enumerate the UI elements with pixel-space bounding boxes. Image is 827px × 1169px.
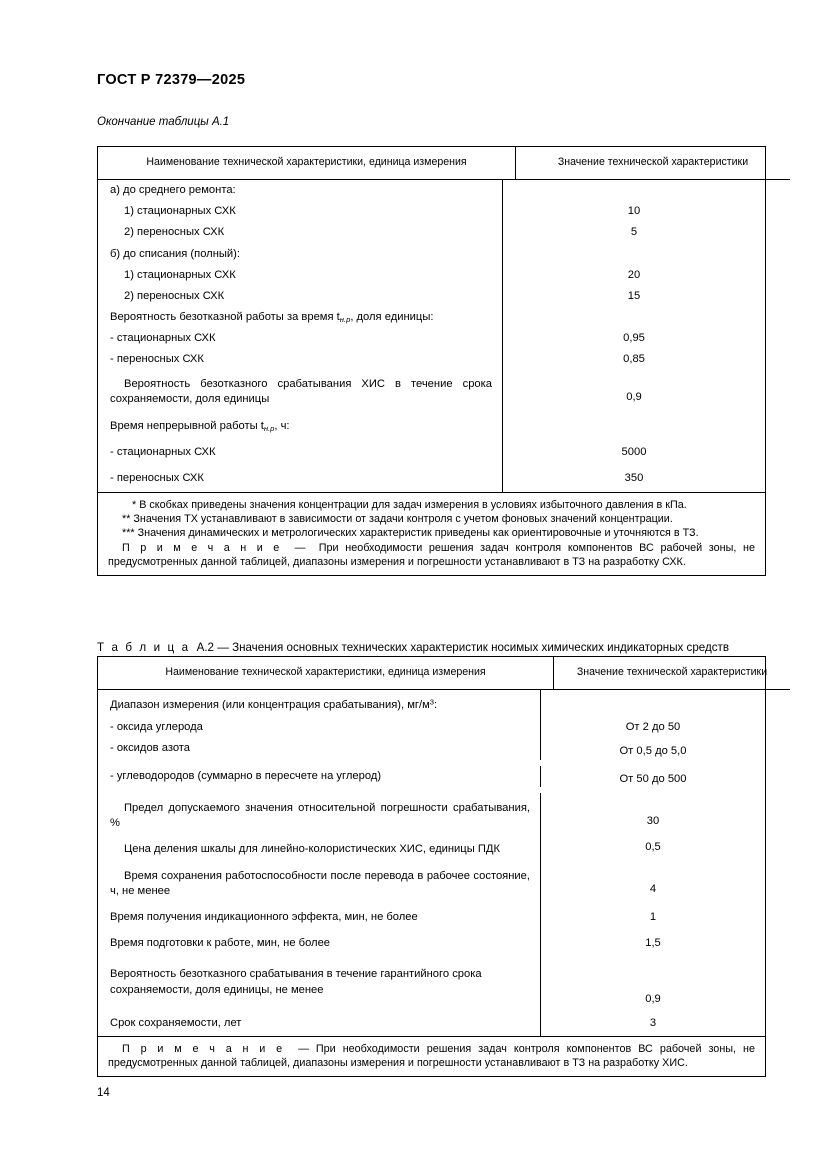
row-value: 30 [646, 814, 660, 827]
row-label: б) до списания (полный): [98, 244, 503, 265]
subscript-text: н.р [263, 424, 275, 434]
row-value: 1,5 [645, 937, 661, 950]
table-row [98, 244, 765, 265]
table-a1-header-value: Значение технической характеристики [516, 147, 791, 180]
row-label-tail: : [434, 699, 438, 712]
superscript-text: 3 [429, 697, 435, 707]
subscript-text: н.р [339, 315, 351, 325]
row-value: От 2 до 50 [625, 721, 681, 734]
table-a2-caption-label: Т а б л и ц а [97, 641, 191, 654]
table-row [98, 201, 765, 222]
row-label: 2) переносных СХК [98, 222, 503, 243]
table-a2 [97, 656, 766, 1077]
table-row [98, 265, 765, 286]
row-label: - переносных СХК [98, 465, 503, 492]
row-label: Срок сохраняемости, лет [98, 1012, 541, 1036]
row-label [98, 410, 503, 437]
table-row [98, 793, 765, 834]
row-label-text: Вероятность безотказной работы за время t [110, 310, 340, 323]
row-value [541, 690, 765, 702]
row-value: 350 [624, 471, 644, 484]
row-value: 0,9 [626, 391, 642, 404]
row-label: Вероятность безотказного срабатывания в течение гарантийного срока сохраняемости, доля единицы, не менее [98, 955, 541, 1011]
footnote-3: *** Значения динамических и метрологических характеристик приведены как ориентировочные и уточняются в ТЗ. [122, 527, 699, 540]
table-row [98, 717, 765, 738]
table-row [98, 286, 765, 307]
note-gap2 [309, 1043, 316, 1055]
row-value [503, 307, 765, 313]
table-row [98, 690, 765, 717]
row-value: 0,95 [623, 332, 645, 344]
table-a2-note-block [98, 1036, 765, 1077]
row-label: - переносных СХК [98, 349, 503, 370]
table-row [98, 465, 765, 492]
table-a1-header-row [98, 147, 790, 180]
note-label: П р и м е ч а н и е [122, 1042, 285, 1055]
note-text: При необходимости решения задач контроля компонентов ВС рабочей зоны, не предусмотренных данной таблицей, диапазоны измерения и погрешности устанавливают в ТЗ на разработку СХК. [108, 541, 756, 568]
table-a2-header-name: Наименование технической характеристики, единица измерения [98, 657, 554, 690]
row-label-subscript [340, 311, 351, 323]
table-a2-caption-title: Значения основных технических характеристик носимых химических индикаторных средств [232, 641, 730, 654]
note-dash-glyph: — [298, 1042, 309, 1055]
table-a1-header-name: Наименование технической характеристики, единица измерения [98, 147, 516, 180]
row-label: 1) стационарных СХК [98, 201, 503, 222]
row-label: - стационарных СХК [98, 438, 503, 465]
table-a2-header-row [98, 657, 790, 690]
row-value: 1 [649, 911, 657, 924]
table-row [98, 370, 765, 410]
row-value: 3 [649, 1016, 657, 1029]
row-value: 0,9 [645, 992, 661, 1005]
row-label: - углеводородов (суммарно в пересчете на углерод) [98, 766, 541, 787]
table-row [98, 1012, 765, 1036]
row-label-tail: , ч: [274, 420, 290, 433]
table-a2-header [98, 657, 790, 690]
table-row [98, 738, 765, 765]
table-a2-caption-dash: — [217, 641, 229, 654]
row-label: а) до среднего ремонта: [98, 180, 503, 201]
page-number: 14 [97, 1087, 110, 1099]
table-a2-header-value: Значение технической характеристики [554, 657, 791, 690]
row-label-tail: , доля единицы: [350, 310, 434, 323]
row-value: 10 [627, 205, 641, 218]
row-label: Время получения индикационного эффекта, мин, не более [98, 902, 541, 929]
table-row [98, 349, 765, 370]
row-value: 4 [649, 883, 657, 896]
note-gap [284, 1043, 298, 1055]
row-label: Время сохранения работоспособности после перевода в рабочее состояние, ч, не менее [98, 860, 541, 902]
row-label-text: Диапазон измерения (или концентрация срабатывания), мг/м [110, 699, 430, 712]
row-value [503, 410, 765, 422]
table-row [98, 834, 765, 860]
row-label: Вероятность безотказного срабатывания ХИС в течение срока сохраняемости, доля единицы [98, 370, 503, 410]
row-label: - оксидов азота [98, 738, 541, 759]
table-row [98, 180, 765, 201]
note-gap [305, 542, 318, 554]
note-label: П р и м е ч а н и е [122, 541, 282, 554]
row-label: Цена деления шкалы для линейно-колористических ХИС, единицы ПДК [98, 834, 541, 860]
row-label [98, 307, 503, 328]
table-a1-footnotes [98, 492, 765, 575]
row-value: От 0,5 до 5,0 [619, 745, 687, 758]
table-a1 [97, 146, 766, 576]
row-label [98, 690, 541, 717]
table-row [98, 860, 765, 902]
table-row [98, 410, 765, 437]
row-label: - стационарных СХК [98, 328, 503, 349]
row-value [503, 180, 765, 186]
row-value: 5 [630, 226, 638, 239]
table-row [98, 328, 765, 349]
table-a1-caption: Окончание таблицы А.1 [97, 116, 230, 128]
row-label: 2) переносных СХК [98, 286, 503, 307]
table-row [98, 307, 765, 328]
table-a1-header [98, 147, 790, 180]
table-a1-note [108, 541, 755, 570]
table-row [98, 929, 765, 955]
row-label-subscript [264, 420, 275, 432]
table-a2-caption-number: А.2 [196, 641, 214, 654]
row-value: 20 [627, 268, 641, 281]
table-a2-note [108, 1042, 755, 1071]
table-row [98, 902, 765, 929]
footnote-2: ** Значения ТХ устанавливают в зависимости от задачи контроля с учетом фоновых значений концентрации. [122, 513, 673, 526]
row-label: - оксида углерода [98, 717, 541, 738]
note-dash [281, 542, 294, 554]
row-label: 1) стационарных СХК [98, 265, 503, 286]
row-label: Предел допускаемого значения относительной погрешности срабатывания, % [98, 793, 541, 834]
row-value: 15 [627, 289, 641, 302]
row-value: 0,85 [623, 353, 645, 366]
standard-designation: ГОСТ Р 72379—2025 [97, 72, 246, 88]
table-row [98, 438, 765, 465]
table-a2-caption [97, 641, 729, 654]
table-row [98, 955, 765, 1011]
row-label: Время подготовки к работе, мин, не более [98, 929, 541, 955]
row-value: 5000 [621, 445, 647, 458]
table-row [98, 766, 765, 793]
row-label-text: Время непрерывной работы t [110, 420, 264, 433]
table-a2-body [98, 690, 765, 1036]
note-dash-glyph: — [294, 541, 306, 554]
row-value [503, 244, 765, 250]
table-row [98, 222, 765, 243]
footnote-1: * В скобках приведены значения концентрации для задач измерения в условиях избыточного давления в кПа. [132, 498, 687, 511]
row-value: 0,5 [645, 840, 661, 853]
table-a1-body [98, 180, 765, 492]
row-value: От 50 до 500 [619, 772, 687, 785]
note-text: При необходимости решения задач контроля компонентов ВС рабочей зоны, не предусмотренных данной таблицей, диапазоны измерения и погрешности устанавливают в ТЗ на разработку ХИС. [108, 1042, 756, 1070]
